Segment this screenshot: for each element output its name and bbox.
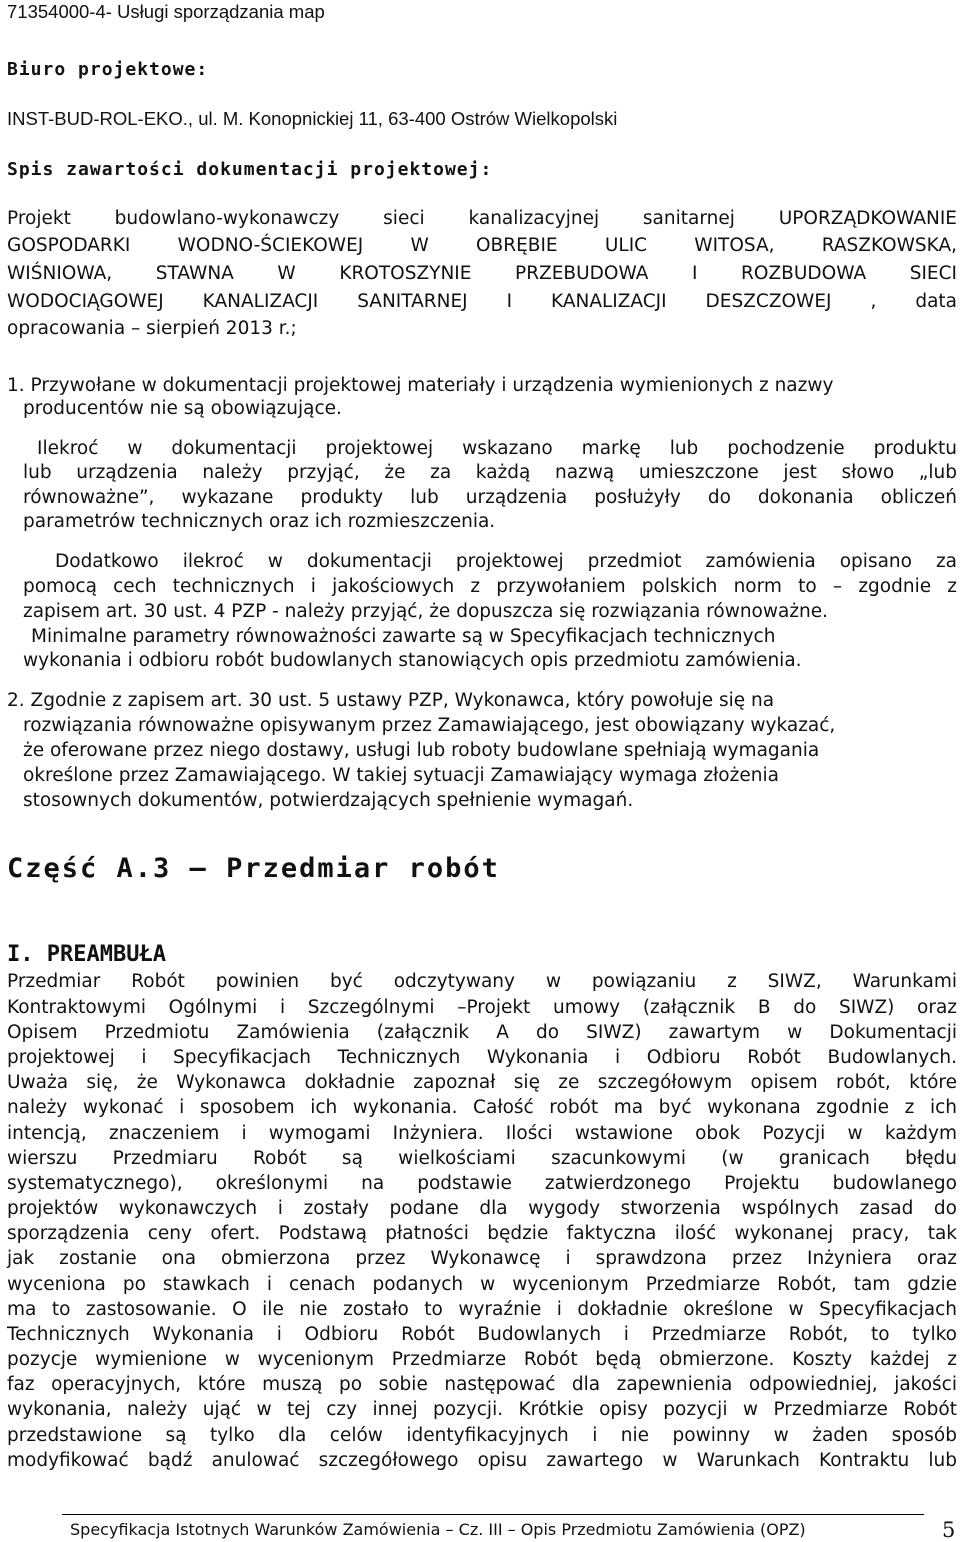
preamble-heading: I. PREAMBUŁA	[7, 942, 166, 967]
preamble-line: Opisem Przedmiotu Zamówienia (załącznik A do SIWZ) zawartym w Dokumentacji	[7, 1022, 957, 1043]
additional-paragraph-line: Dodatkowo ilekroć w dokumentacji projektowej przedmiot zamówienia opisano za	[55, 551, 957, 572]
footer-text: Specyfikacja Istotnych Warunków Zamówienia – Cz. III – Opis Przedmiotu Zamówienia (OPZ)	[70, 1520, 806, 1539]
preamble-line: Uważa się, że Wykonawca dokładnie zapoznał się ze szczegółowym opisem robót, które	[7, 1072, 957, 1093]
project-line: opracowania – sierpień 2013 r.;	[7, 318, 297, 339]
preamble-line: wyceniona po stawkach i cenach podanych w wycenionym Przedmiarze Robót, tam gdzie	[7, 1274, 957, 1295]
section-2-line: określone przez Zamawiającego. W takiej sytuacji Zamawiający wymaga złożenia	[23, 765, 779, 786]
preamble-line: modyfikować bądź anulować szczegółowego opisu zawartego w Warunkach Kontraktu lub	[7, 1450, 957, 1471]
section-1-line: 1. Przywołane w dokumentacji projektowej materiały i urządzenia wymienionych z nazwy	[7, 375, 834, 396]
additional-paragraph-line: zapisem art. 30 ust. 4 PZP - należy przyjąć, że dopuszcza się rozwiązania równoważne.	[23, 601, 829, 622]
section-2-line: 2. Zgodnie z zapisem art. 30 ust. 5 ustawy PZP, Wykonawca, który powołuje się na	[7, 690, 775, 711]
office-address: INST-BUD-ROL-EKO., ul. M. Konopnickiej 11, 63-400 Ostrów Wielkopolski	[7, 108, 618, 129]
preamble-line: pozycje wymienione w wycenionym Przedmiarze Robót będą obmierzone. Koszty każdej z	[7, 1349, 957, 1370]
additional-paragraph-line: Minimalne parametry równoważności zawarte są w Specyfikacjach technicznych	[31, 626, 776, 647]
preamble-line: faz operacyjnych, które muszą po sobie następować dla zapewnienia odpowiedniej, jakości	[7, 1374, 957, 1395]
equivalence-paragraph-line: Ilekroć w dokumentacji projektowej wskazano markę lub pochodzenie produktu	[37, 438, 957, 459]
preamble-line: systematycznego), określonymi na podstawie zatwierdzonego Projektu budowlanego	[7, 1173, 957, 1194]
header-code-line: 71354000-4- Usługi sporządzania map	[7, 1, 325, 22]
equivalence-paragraph-line: równoważne”, wykazane produkty lub urządzenia posłużyły do dokonania obliczeń	[23, 487, 957, 508]
part-heading: Część A.3 – Przedmiar robót	[7, 853, 500, 884]
preamble-line: intencją, znaczeniem i wymogami Inżyniera. Ilości wstawione obok Pozycji w każdym	[7, 1123, 957, 1144]
preamble-line: sporządzenia ceny ofert. Podstawą płatności będzie faktyczna ilość wykonanej pracy, tak	[7, 1223, 957, 1244]
equivalence-paragraph-line: lub urządzenia należy przyjąć, że za każdą nazwą umieszczone jest słowo „lub	[23, 462, 957, 483]
additional-paragraph-line: wykonania i odbioru robót budowlanych stanowiących opis przedmiotu zamówienia.	[23, 650, 802, 671]
preamble-line: Technicznych Wykonania i Odbioru Robót Budowlanych i Przedmiarze Robót, to tylko	[7, 1324, 957, 1345]
office-label: Biuro projektowe:	[7, 59, 209, 80]
contents-label: Spis zawartości dokumentacji projektowej:	[7, 159, 493, 180]
preamble-line: ma to zastosowanie. O ile nie zostało to wyraźnie i dokładnie określone w Specyfikacjach	[7, 1299, 957, 1320]
section-2-line: rozwiązania równoważne opisywanym przez Zamawiającego, jest obowiązany wykazać,	[23, 715, 836, 736]
preamble-line: projektowej i Specyfikacjach Technicznych Wykonania i Odbioru Robót Budowlanych.	[7, 1047, 957, 1068]
preamble-line: Przedmiar Robót powinien być odczytywany w powiązaniu z SIWZ, Warunkami	[7, 971, 957, 992]
additional-paragraph-line: pomocą cech technicznych i jakościowych z przywołaniem polskich norm to – zgodnie z	[23, 576, 957, 597]
preamble-line: przedstawione są tylko dla celów identyfikacyjnych i nie powinny w żaden sposób	[7, 1425, 957, 1446]
preamble-line: wykonania, należy ująć w tej czy innej pozycji. Krótkie opisy pozycji w Przedmiarze Robót	[7, 1399, 957, 1420]
project-line: WODOCIĄGOWEJ KANALIZACJI SANITARNEJ I KANALIZACJI DESZCZOWEJ , data	[7, 291, 957, 312]
preamble-line: Kontraktowymi Ogólnymi i Szczególnymi –Projekt umowy (załącznik B do SIWZ) oraz	[7, 997, 957, 1018]
page-number: 5	[942, 1518, 956, 1542]
footer-divider	[62, 1514, 924, 1515]
section-2-line: stosownych dokumentów, potwierdzających spełnienie wymagań.	[23, 790, 634, 811]
preamble-line: projektów wykonawczych i zostały podane dla wygody stworzenia wspólnych zasad do	[7, 1198, 957, 1219]
preamble-line: należy wykonać i sposobem ich wykonania. Całość robót ma być wykonana zgodnie z ich	[7, 1097, 957, 1118]
equivalence-paragraph-line: parametrów technicznych oraz ich rozmieszczenia.	[23, 511, 496, 532]
section-2-line: że oferowane przez niego dostawy, usługi lub roboty budowlane spełniają wymagania	[23, 740, 820, 761]
preamble-line: jak zostanie ona obmierzona przez Wykonawcę i sprawdzona przez Inżyniera oraz	[7, 1248, 957, 1269]
section-1-line: producentów nie są obowiązujące.	[23, 398, 342, 419]
project-line: Projekt budowlano-wykonawczy sieci kanalizacyjnej sanitarnej UPORZĄDKOWANIE	[7, 208, 957, 229]
preamble-line: wierszu Przedmiaru Robót są wielkościami szacunkowymi (w granicach błędu	[7, 1148, 957, 1169]
project-line: WIŚNIOWA, STAWNA W KROTOSZYNIE PRZEBUDOWA I ROZBUDOWA SIECI	[7, 263, 957, 284]
project-line: GOSPODARKI WODNO-ŚCIEKOWEJ W OBRĘBIE ULIC WITOSA, RASZKOWSKA,	[7, 235, 957, 256]
